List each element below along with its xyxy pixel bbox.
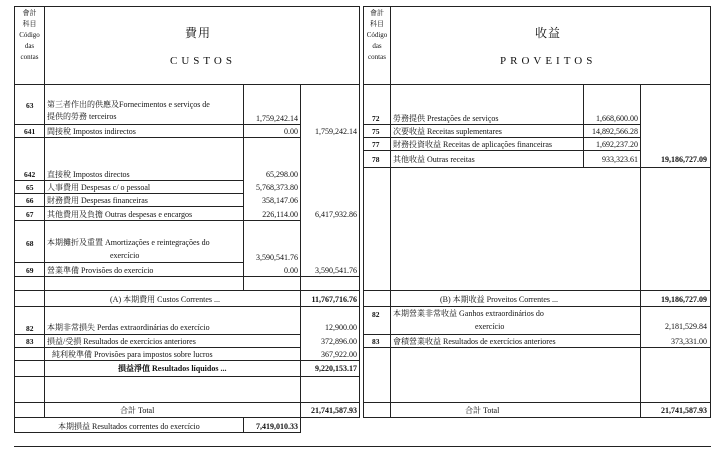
- row-label: 其他費用及負擔 Outras despesas e encargos: [47, 210, 193, 219]
- proceeds-subtotal-label: (B) 本期收益 Proveitos Correntes ...: [440, 295, 558, 304]
- row-code: 82: [372, 310, 380, 319]
- code-header-line: contas: [368, 53, 386, 61]
- row-label: 本期非常損失 Perdas extraordinárias do exercício: [47, 323, 210, 332]
- row-amount: 1,692,237.20: [596, 140, 638, 149]
- row-total: 12,900.00: [325, 323, 357, 332]
- row-amount: 1,759,242.14: [256, 114, 298, 123]
- row-total: 1,759,242.14: [315, 127, 357, 136]
- code-header-line: 科目: [370, 20, 384, 28]
- row-label-cont: 提供的勞務 terceiros: [47, 112, 117, 121]
- row-amount: 5,768,373.80: [256, 183, 298, 192]
- costs-subtotal-label: (A) 本期費用 Custos Correntes ...: [110, 295, 220, 304]
- row-amount: 65,298.00: [266, 170, 298, 179]
- row-label: 純利稅準備 Provisões para impostos sobre lucros: [52, 350, 213, 359]
- row-label: 第三者作出的供應及Fornecimentos e serviços de: [47, 100, 210, 109]
- row-label: 勞務提供 Prestações de serviços: [393, 114, 499, 123]
- code-header-line: 會計: [22, 9, 37, 17]
- row-code: 77: [372, 140, 380, 149]
- row-label: 本期營業非常收益 Ganhos extraordinários do: [393, 309, 544, 318]
- row-label: 會積營業收益 Resultados de exercícios anteriores: [393, 337, 556, 346]
- row-label: 財務費用 Despesas financeiras: [47, 196, 148, 205]
- proceeds-title-pt: PROVEITOS: [500, 55, 597, 67]
- row-label-cont: exercício: [475, 322, 505, 331]
- row-total: 6,417,932.86: [315, 210, 357, 219]
- row-code: 68: [26, 239, 34, 248]
- proceeds-title-cn: 收益: [535, 26, 562, 40]
- row-label-cont: exercício: [110, 251, 140, 260]
- costs-title-cn: 費用: [185, 26, 212, 40]
- code-header-line: 科目: [22, 20, 37, 28]
- costs-title-pt: CUSTOS: [170, 55, 236, 67]
- row-total: 2,181,529.84: [665, 322, 707, 331]
- proceeds-total-label: 合計 Total: [465, 406, 500, 415]
- code-header-line: Código: [366, 31, 388, 39]
- row-label: 間接稅 Impostos indirectos: [47, 127, 136, 136]
- row-amount: 1,668,600.00: [596, 114, 638, 123]
- code-header-line: das: [24, 42, 35, 50]
- row-total: 19,186,727.09: [661, 155, 707, 164]
- row-code: 642: [24, 170, 36, 179]
- row-code: 66: [26, 196, 34, 205]
- row-code: 83: [26, 337, 34, 346]
- row-total: 367,922.00: [321, 350, 357, 359]
- row-amount: 226,114.00: [262, 210, 298, 219]
- costs-total-label: 合計 Total: [120, 406, 155, 415]
- row-label: 直接稅 Impostos directos: [47, 170, 130, 179]
- current-result: 7,419,010.33: [256, 422, 298, 431]
- row-code: 63: [26, 101, 34, 110]
- code-header-line: 會計: [370, 9, 384, 17]
- current-result-label: 本期損益 Resultados correntes do exercício: [58, 422, 200, 431]
- row-label: 財務投資收益 Receitas de aplicações financeiras: [393, 140, 553, 149]
- row-total: 373,331.00: [671, 337, 707, 346]
- code-header-line: Código: [19, 31, 40, 39]
- row-code: 641: [24, 127, 36, 136]
- net-result-label: 損益淨值 Resultados líquidos ...: [118, 364, 227, 373]
- row-code: 75: [372, 127, 380, 136]
- row-label: 人事費用 Despesas c/ o pessoal: [47, 183, 151, 192]
- row-label: 其他收益 Outras receitas: [393, 155, 475, 164]
- row-code: 78: [372, 155, 380, 164]
- row-total: 3,590,541.76: [315, 266, 357, 275]
- row-code: 69: [26, 266, 34, 275]
- row-amount: 0.00: [284, 127, 298, 136]
- proceeds-total: 21,741,587.93: [661, 406, 707, 415]
- row-amount: 358,147.06: [262, 196, 298, 205]
- net-result: 9,220,153.17: [315, 364, 357, 373]
- row-amount: 14,892,566.28: [592, 127, 638, 136]
- right-code-header: [364, 8, 390, 63]
- row-code: 72: [372, 114, 380, 123]
- costs-total: 21,741,587.93: [311, 406, 357, 415]
- row-label: 次要收益 Receitas suplementares: [393, 127, 502, 136]
- row-code: 67: [26, 210, 34, 219]
- row-label: 損益/受損 Resultados de exercícios anteriores: [47, 337, 196, 346]
- code-header-line: das: [372, 42, 382, 50]
- proceeds-subtotal: 19,186,727.09: [661, 295, 707, 304]
- row-amount: 933,323.61: [602, 155, 638, 164]
- row-code: 65: [26, 183, 34, 192]
- row-total: 372,896.00: [321, 337, 357, 346]
- row-code: 82: [26, 324, 34, 333]
- row-amount: 0.00: [284, 266, 298, 275]
- left-code-header: [15, 8, 44, 63]
- code-header-line: contas: [20, 53, 39, 61]
- row-code: 83: [372, 337, 380, 346]
- row-label: 本期攤折及重置 Amortizações e reintegrações do: [47, 238, 210, 247]
- row-label: 營業準備 Provisões do exercício: [47, 266, 154, 275]
- row-amount: 3,590,541.76: [256, 253, 298, 262]
- costs-subtotal: 11,767,716.76: [311, 295, 357, 304]
